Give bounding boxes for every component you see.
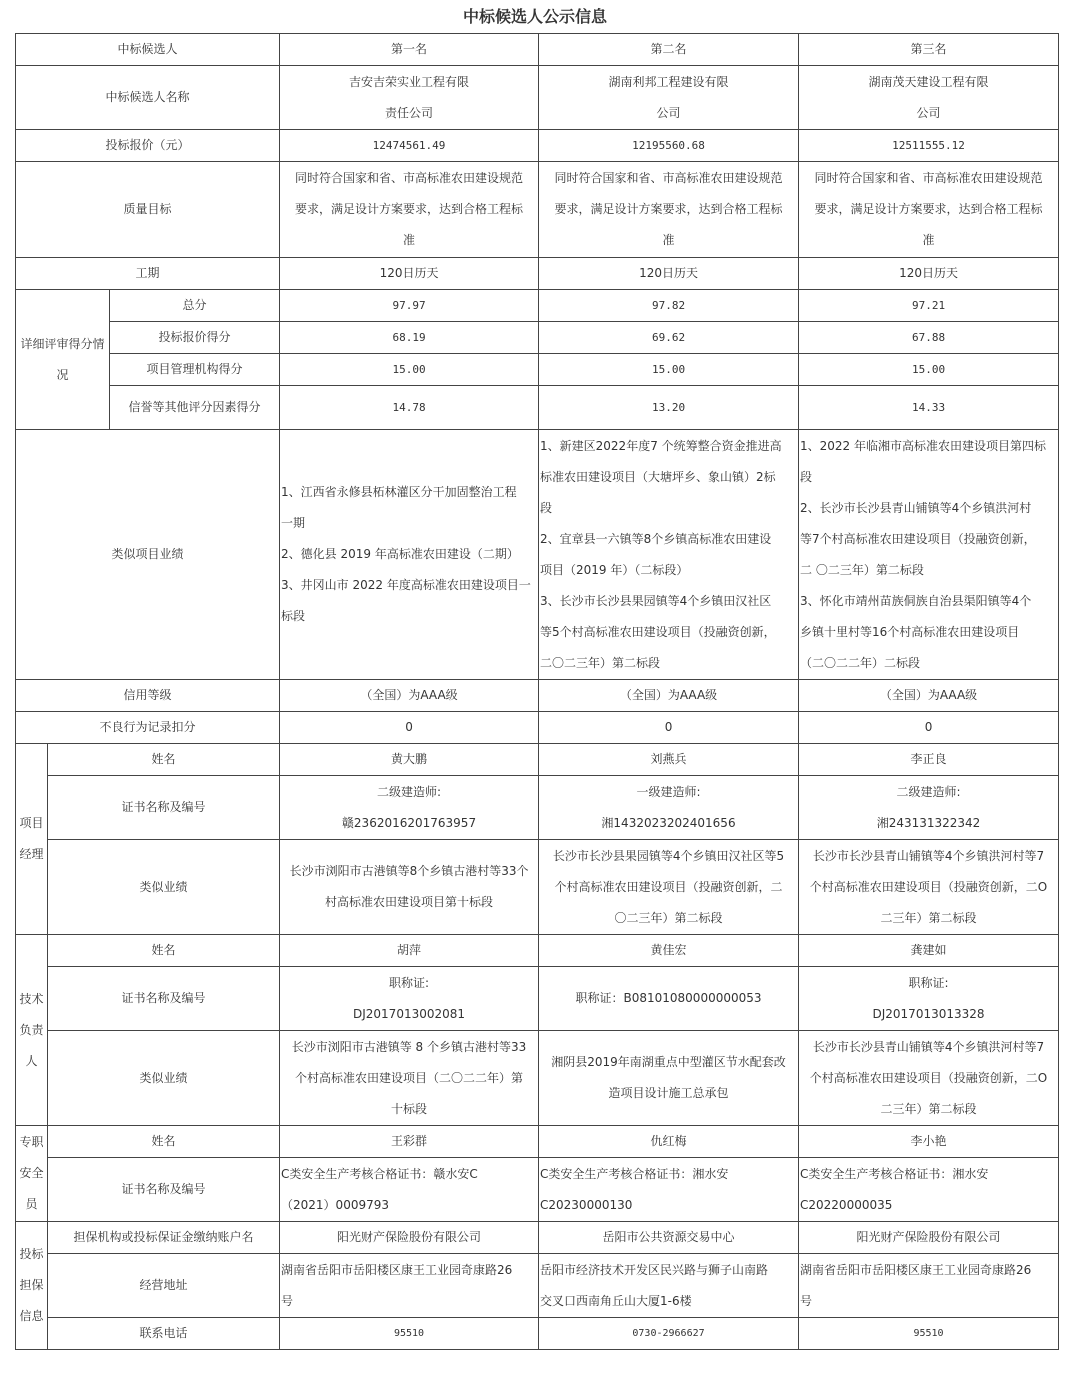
safety-name-row [16, 1126, 1059, 1158]
similar-projects-row [16, 430, 1059, 680]
pm-cert-row [16, 776, 1059, 840]
bad-record-3: 0 [799, 712, 1059, 744]
score-credit-label: 信誉等其他评分因素得分 [110, 386, 280, 430]
guarantee-account-3: 阳光财产保险股份有限公司 [799, 1222, 1059, 1254]
safety-cert-row [16, 1158, 1059, 1222]
name-row [16, 66, 1059, 130]
tech-perf-label: 类似业绩 [48, 1031, 280, 1126]
bid-price-label: 投标报价（元） [16, 130, 280, 162]
name-cell-3: 湖南茂天建设工程有限 公司 [799, 66, 1059, 130]
tech-cert-label: 证书名称及编号 [48, 967, 280, 1031]
score-total-label: 总分 [110, 290, 280, 322]
guarantee-account-label: 担保机构或投标保证金缴纳账户名 [48, 1222, 280, 1254]
header-rank-3: 第三名 [799, 34, 1059, 66]
safety-name-1: 王彩群 [280, 1126, 539, 1158]
bad-record-row [16, 712, 1059, 744]
pm-perf-3: 长沙市长沙县青山铺镇等4个乡镇洪河村等7 个村高标准农田建设项目（投融资创新，二O 二三年）第二标段 [799, 840, 1059, 935]
tech-perf-row [16, 1031, 1059, 1126]
safety-name-label: 姓名 [48, 1126, 280, 1158]
safety-cert-label: 证书名称及编号 [48, 1158, 280, 1222]
bid-price-1: 12474561.49 [280, 130, 539, 162]
pm-cert-2: 一级建造师: 湘1432023202401656 [539, 776, 799, 840]
pm-name-2: 刘燕兵 [539, 744, 799, 776]
quality-row [16, 162, 1059, 258]
score-credit-2: 13.20 [539, 386, 799, 430]
score-price-2: 69.62 [539, 322, 799, 354]
pm-perf-row [16, 840, 1059, 935]
guarantee-address-3: 湖南省岳阳市岳阳楼区康王工业园奇康路26 号 [799, 1254, 1059, 1318]
guarantee-phone-3: 95510 [799, 1318, 1059, 1350]
period-3: 120日历天 [799, 258, 1059, 290]
score-price-label: 投标报价得分 [110, 322, 280, 354]
tech-group-label: 技术 负责 人 [16, 935, 48, 1126]
similar-projects-1: 1、江西省永修县柘林灌区分干加固整治工程 一期 2、德化县 2019 年高标准农田建设（二期） 3、井冈山市 2022 年度高标准农田建设项目一 标段 [280, 430, 539, 680]
safety-cert-3: C类安全生产考核合格证书：湘水安 C20220000035 [799, 1158, 1059, 1222]
score-total-3: 97.21 [799, 290, 1059, 322]
tech-name-3: 龚建如 [799, 935, 1059, 967]
bid-price-row [16, 130, 1059, 162]
header-candidate-label: 中标候选人 [16, 34, 280, 66]
period-1: 120日历天 [280, 258, 539, 290]
header-rank-1: 第一名 [280, 34, 539, 66]
candidate-table [15, 33, 1059, 1350]
score-org-3: 15.00 [799, 354, 1059, 386]
safety-name-2: 仇红梅 [539, 1126, 799, 1158]
tech-cert-2: 职称证：B08101080000000053 [539, 967, 799, 1031]
pm-cert-1: 二级建造师: 赣2362016201763957 [280, 776, 539, 840]
safety-group-label: 专职 安全 员 [16, 1126, 48, 1222]
quality-label: 质量目标 [16, 162, 280, 258]
score-price-row [16, 322, 1059, 354]
guarantee-phone-2: 0730-2966627 [539, 1318, 799, 1350]
guarantee-address-label: 经营地址 [48, 1254, 280, 1318]
score-price-1: 68.19 [280, 322, 539, 354]
credit-3: （全国）为AAA级 [799, 680, 1059, 712]
bid-price-3: 12511555.12 [799, 130, 1059, 162]
tech-perf-2: 湘阴县2019年南湖重点中型灌区节水配套改 造项目设计施工总承包 [539, 1031, 799, 1126]
credit-row [16, 680, 1059, 712]
pm-perf-1: 长沙市浏阳市古港镇等8个乡镇古港村等33个 村高标准农田建设项目第十标段 [280, 840, 539, 935]
score-price-3: 67.88 [799, 322, 1059, 354]
guarantee-phone-1: 95510 [280, 1318, 539, 1350]
period-row [16, 258, 1059, 290]
page-title: 中标候选人公示信息 [462, 7, 607, 26]
credit-label: 信用等级 [16, 680, 280, 712]
pm-perf-label: 类似业绩 [48, 840, 280, 935]
name-cell-1: 吉安吉荣实业工程有限 责任公司 [280, 66, 539, 130]
tech-perf-1: 长沙市浏阳市古港镇等 8 个乡镇古港村等33 个村高标准农田建设项目（二〇二二年）第 十标段 [280, 1031, 539, 1126]
score-org-1: 15.00 [280, 354, 539, 386]
similar-projects-2: 1、新建区2022年度7 个统筹整合资金推进高 标准农田建设项目（大塘坪乡、象山镇）2标 段 2、宜章县一六镇等8个乡镇高标准农田建设 项目（2019 年）（二标段） 3、长沙市长沙县果园镇等4个乡镇田汉社区 等5个村高标准农田建设项目（投融资创新， 二〇二三年）第二标段 [539, 430, 799, 680]
credit-2: （全国）为AAA级 [539, 680, 799, 712]
bad-record-2: 0 [539, 712, 799, 744]
score-credit-row [16, 386, 1059, 430]
score-total-1: 97.97 [280, 290, 539, 322]
name-label: 中标候选人名称 [16, 66, 280, 130]
tech-name-label: 姓名 [48, 935, 280, 967]
quality-cell-2: 同时符合国家和省、市高标准农田建设规范 要求，满足设计方案要求，达到合格工程标 准 [539, 162, 799, 258]
tech-perf-3: 长沙市长沙县青山铺镇等4个乡镇洪河村等7 个村高标准农田建设项目（投融资创新，二O 二三年）第二标段 [799, 1031, 1059, 1126]
pm-cert-3: 二级建造师: 湘243131322342 [799, 776, 1059, 840]
period-label: 工期 [16, 258, 280, 290]
tech-cert-row [16, 967, 1059, 1031]
guarantee-phone-row [16, 1318, 1059, 1350]
bad-record-label: 不良行为记录扣分 [16, 712, 280, 744]
pm-perf-2: 长沙市长沙县果园镇等4个乡镇田汉社区等5 个村高标准农田建设项目（投融资创新，二 〇二三年）第二标段 [539, 840, 799, 935]
score-org-row [16, 354, 1059, 386]
pm-name-1: 黄大鹏 [280, 744, 539, 776]
safety-cert-2: C类安全生产考核合格证书：湘水安 C20230000130 [539, 1158, 799, 1222]
pm-name-row [16, 744, 1059, 776]
score-org-2: 15.00 [539, 354, 799, 386]
score-total-2: 97.82 [539, 290, 799, 322]
name-cell-2: 湖南利邦工程建设有限 公司 [539, 66, 799, 130]
tech-cert-1: 职称证: DJ2017013002081 [280, 967, 539, 1031]
guarantee-phone-label: 联系电话 [48, 1318, 280, 1350]
header-row [16, 34, 1059, 66]
guarantee-address-1: 湖南省岳阳市岳阳楼区康王工业园奇康路26 号 [280, 1254, 539, 1318]
pm-name-3: 李正良 [799, 744, 1059, 776]
guarantee-account-2: 岳阳市公共资源交易中心 [539, 1222, 799, 1254]
period-2: 120日历天 [539, 258, 799, 290]
score-org-label: 项目管理机构得分 [110, 354, 280, 386]
safety-cert-1: C类安全生产考核合格证书：赣水安C （2021）0009793 [280, 1158, 539, 1222]
bid-price-2: 12195560.68 [539, 130, 799, 162]
pm-cert-label: 证书名称及编号 [48, 776, 280, 840]
similar-projects-label: 类似项目业绩 [16, 430, 280, 680]
pm-group-label: 项目 经理 [16, 744, 48, 935]
tech-cert-3: 职称证: DJ2017013013328 [799, 967, 1059, 1031]
tech-name-row [16, 935, 1059, 967]
tech-name-1: 胡萍 [280, 935, 539, 967]
guarantee-group-label: 投标 担保 信息 [16, 1222, 48, 1350]
similar-projects-3: 1、2022 年临湘市高标准农田建设项目第四标 段 2、长沙市长沙县青山铺镇等4个乡镇洪河村 等7个村高标准农田建设项目（投融资创新， 二 〇二三年）第二标段 3、怀化市靖州苗族侗族自治县渠阳镇等4个 乡镇十里村等16个村高标准农田建设项目 （二〇二二年）二标段 [799, 430, 1059, 680]
quality-cell-1: 同时符合国家和省、市高标准农田建设规范 要求，满足设计方案要求，达到合格工程标 准 [280, 162, 539, 258]
score-total-row [16, 290, 1059, 322]
guarantee-address-row [16, 1254, 1059, 1318]
score-group-label: 详细评审得分情 况 [16, 290, 110, 430]
credit-1: （全国）为AAA级 [280, 680, 539, 712]
quality-cell-3: 同时符合国家和省、市高标准农田建设规范 要求，满足设计方案要求，达到合格工程标 准 [799, 162, 1059, 258]
guarantee-account-1: 阳光财产保险股份有限公司 [280, 1222, 539, 1254]
bad-record-1: 0 [280, 712, 539, 744]
header-rank-2: 第二名 [539, 34, 799, 66]
pm-name-label: 姓名 [48, 744, 280, 776]
tech-name-2: 黄佳宏 [539, 935, 799, 967]
score-credit-3: 14.33 [799, 386, 1059, 430]
guarantee-account-row [16, 1222, 1059, 1254]
score-credit-1: 14.78 [280, 386, 539, 430]
safety-name-3: 李小艳 [799, 1126, 1059, 1158]
guarantee-address-2: 岳阳市经济技术开发区民兴路与狮子山南路 交叉口西南角丘山大厦1-6楼 [539, 1254, 799, 1318]
